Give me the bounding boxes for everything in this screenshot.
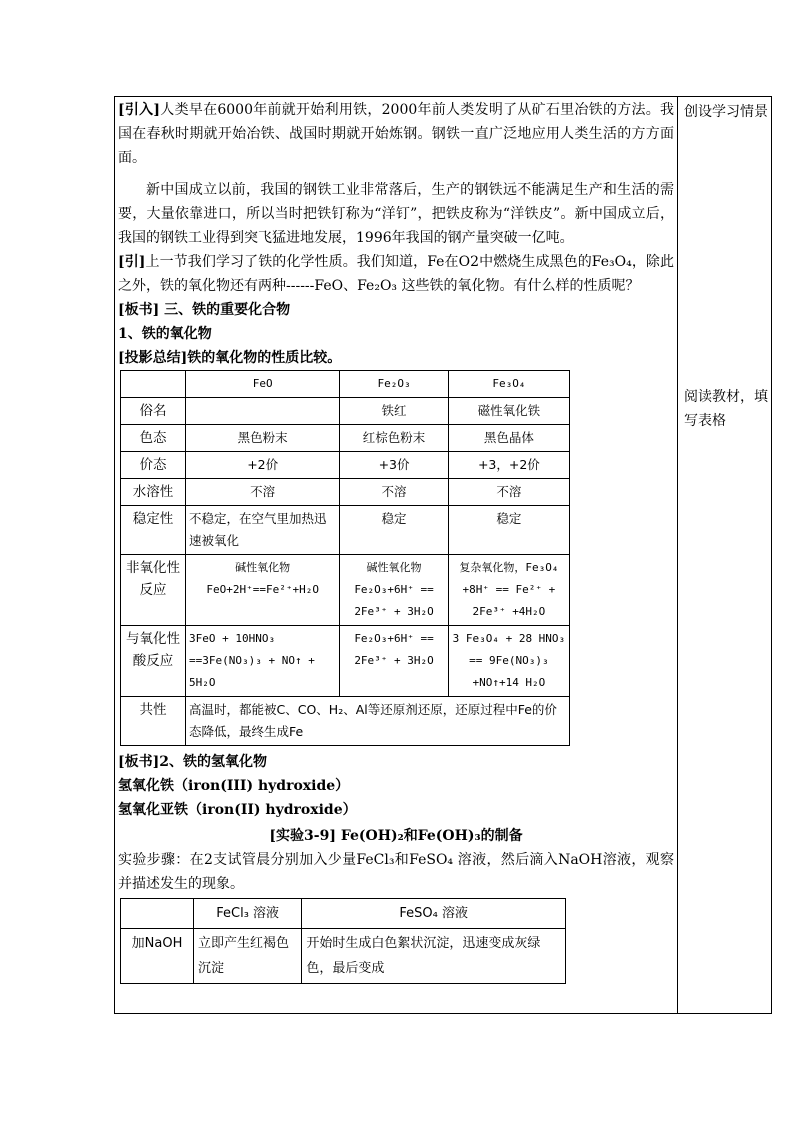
table-row — [121, 626, 570, 697]
table-cell: 稳定 — [340, 506, 448, 555]
side-note-reading: 阅读教材，填写表格 — [684, 389, 768, 429]
table-cell: 黑色晶体 — [448, 425, 569, 452]
table-row — [121, 555, 570, 626]
table-cell: 立即产生红褐色沉淀 — [194, 929, 302, 984]
board-heading-1 — [118, 298, 674, 322]
table-cell: 磁性氧化铁 — [448, 398, 569, 425]
table-cell: 复杂氧化物，Fe₃O₄ +8H⁺ == Fe²⁺ + 2Fe³⁺ +4H₂O — [448, 555, 569, 626]
table-row — [121, 452, 570, 479]
board-text: 2、铁的氢氧化物 — [159, 754, 267, 770]
summary-tag: [投影总结] — [118, 350, 188, 366]
table-cell: 不稳定，在空气里加热迅速被氧化 — [186, 506, 340, 555]
table-cell: 3FeO + 10HNO₃ ==3Fe(NO₃)₃ + NO↑ + 5H₂O — [186, 626, 340, 697]
experiment-table — [120, 898, 566, 984]
row-label: 与氧化性酸反应 — [121, 626, 186, 697]
row-label: 色态 — [121, 425, 186, 452]
table-cell: +3，+2价 — [448, 452, 569, 479]
row-label: 加NaOH — [121, 929, 194, 984]
lead-paragraph — [118, 250, 674, 298]
main-column — [118, 98, 674, 984]
row-label: 俗名 — [121, 398, 186, 425]
lead-text: 上一节我们学习了铁的化学性质。我们知道，Fe在O2中燃烧生成黑色的Fe₃O₄，除此之外，铁的氧化物还有两种------FeO、Fe₂O₃ 这些铁的氧化物。有什么样的性质呢？ — [118, 254, 674, 294]
header-cell — [121, 371, 186, 398]
table-header-row — [121, 371, 570, 398]
table-cell: 不溶 — [340, 479, 448, 506]
table-row — [121, 398, 570, 425]
table-row — [121, 697, 570, 746]
subheading-oxides: 1、铁的氧化物 — [118, 326, 212, 342]
intro-text: 人类早在6000年前就开始利用铁，2000年前人类发明了从矿石里冶铁的方法。我国在春秋时期就开始冶铁、战国时期就开始炼钢。钢铁一直广泛地应用人类生活的方方面面。 — [118, 102, 674, 166]
summary-heading — [118, 346, 674, 370]
header-cell: FeO — [186, 371, 340, 398]
row-label: 共性 — [121, 697, 186, 746]
history-paragraph: 新中国成立以前，我国的钢铁工业非常落后，生产的钢铁远不能满足生产和生活的需要，大量依靠进口，所以当时把铁钉称为“洋钉”，把铁皮称为“洋铁皮”。新中国成立后，我国的钢铁工业得到突飞猛进地发展，1996年我国的钢产量突破一亿吨。 — [118, 182, 674, 246]
table-cell: 稳定 — [448, 506, 569, 555]
side-note-scene: 创设学习情景 — [684, 104, 768, 120]
board-tag: [板书] — [118, 754, 160, 770]
table-cell: 高温时，都能被C、CO、H₂、Al等还原剂还原，还原过程中Fe的价态降低，最终生成Fe — [186, 697, 570, 746]
header-cell: Fe₃O₄ — [448, 371, 569, 398]
table-row — [121, 506, 570, 555]
intro-tag: [引入] — [118, 102, 161, 118]
header-cell: Fe₂O₃ — [340, 371, 448, 398]
board-heading-2 — [118, 750, 674, 774]
hydroxide-iron-ii: 氢氧化亚铁（iron(II) hydroxide） — [118, 802, 357, 818]
table-cell: 开始时生成白色絮状沉淀，迅速变成灰绿色，最后变成 — [302, 929, 566, 984]
column-divider — [677, 96, 678, 1014]
table-cell: 碱性氧化物 Fe₂O₃+6H⁺ == 2Fe³⁺ + 3H₂O — [340, 555, 448, 626]
row-label: 非氧化性反应 — [121, 555, 186, 626]
table-cell: 不溶 — [186, 479, 340, 506]
table-row — [121, 425, 570, 452]
table-row — [121, 479, 570, 506]
table-cell: 红棕色粉末 — [340, 425, 448, 452]
header-cell — [121, 899, 194, 929]
row-label: 价态 — [121, 452, 186, 479]
table-row — [121, 929, 566, 984]
table-cell: +2价 — [186, 452, 340, 479]
table-cell: Fe₂O₃+6H⁺ == 2Fe³⁺ + 3H₂O — [340, 626, 448, 697]
header-cell: FeSO₄ 溶液 — [302, 899, 566, 929]
experiment-title: [实验3-9] Fe(OH)₂和Fe(OH)₃的制备 — [269, 828, 523, 844]
table-cell: 3 Fe₃O₄ + 28 HNO₃ == 9Fe(NO₃)₃ +NO↑+14 H₂O — [448, 626, 569, 697]
summary-text: 铁的氧化物的性质比较。 — [187, 350, 342, 366]
table-header-row — [121, 899, 566, 929]
table-cell: 铁红 — [340, 398, 448, 425]
row-label: 稳定性 — [121, 506, 186, 555]
table-cell — [186, 398, 340, 425]
table-cell: +3价 — [340, 452, 448, 479]
row-label: 水溶性 — [121, 479, 186, 506]
lead-tag: [引] — [118, 254, 146, 270]
header-cell: FeCl₃ 溶液 — [194, 899, 302, 929]
oxide-comparison-table — [120, 370, 570, 746]
board-text: 三、铁的重要化合物 — [164, 302, 291, 318]
table-cell: 碱性氧化物 FeO+2H⁺==Fe²⁺+H₂O — [186, 555, 340, 626]
table-cell: 黑色粉末 — [186, 425, 340, 452]
table-cell: 不溶 — [448, 479, 569, 506]
board-tag: [板书] — [118, 302, 160, 318]
hydroxide-iron-iii: 氢氧化铁（iron(III) hydroxide） — [118, 778, 350, 794]
experiment-steps: 实验步骤：在2支试管晨分别加入少量FeCl₃和FeSO₄ 溶液，然后滴入NaOH溶液，观察并描述发生的现象。 — [118, 852, 674, 892]
intro-paragraph — [118, 98, 674, 170]
